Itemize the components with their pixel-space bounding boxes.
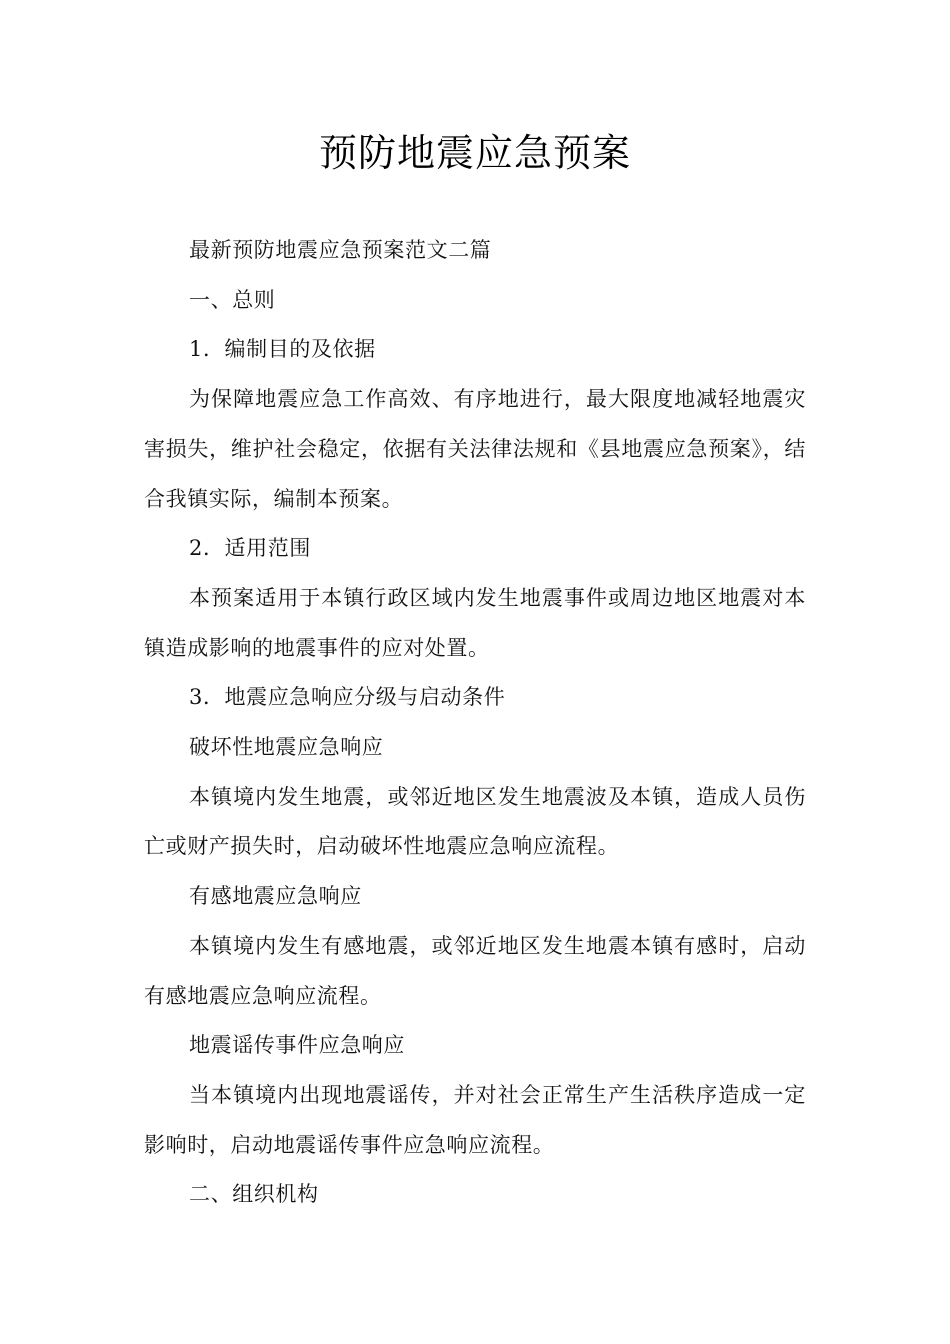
item-heading-destructive: 破坏性地震应急响应 bbox=[189, 735, 384, 760]
subsection-heading-scope: 2．适用范围 bbox=[189, 536, 311, 561]
body-paragraph-felt: 本镇境内发生有感地震，或邻近地区发生地震本镇有感时，启动有感地震应急响应流程。 bbox=[144, 933, 806, 1008]
body-paragraph-rumor: 当本镇境内出现地震谣传，并对社会正常生产生活秩序造成一定影响时，启动地震谣传事件应急响应流程。 bbox=[144, 1082, 806, 1157]
subtitle-paragraph: 最新预防地震应急预案范文二篇 bbox=[189, 238, 492, 262]
document-body bbox=[144, 226, 806, 1220]
subsection-heading-response-levels: 3．地震应急响应分级与启动条件 bbox=[189, 685, 506, 710]
body-paragraph-scope: 本预案适用于本镇行政区域内发生地震事件或周边地区地震对本镇造成影响的地震事件的应对处置。 bbox=[144, 585, 806, 660]
item-heading-rumor: 地震谣传事件应急响应 bbox=[189, 1033, 405, 1058]
subsection-heading-purpose: 1．编制目的及依据 bbox=[189, 337, 376, 362]
body-paragraph-destructive: 本镇境内发生地震，或邻近地区发生地震波及本镇，造成人员伤亡或财产损失时，启动破坏性地震应急响应流程。 bbox=[144, 784, 806, 859]
body-paragraph-purpose: 为保障地震应急工作高效、有序地进行，最大限度地减轻地震灾害损失，维护社会稳定，依据有关法律法规和《县地震应急预案》，结合我镇实际，编制本预案。 bbox=[144, 387, 806, 511]
document-title: 预防地震应急预案 bbox=[318, 131, 631, 175]
item-heading-felt: 有感地震应急响应 bbox=[189, 884, 362, 909]
section-heading-general: 一、总则 bbox=[189, 287, 276, 312]
section-heading-organization: 二、组织机构 bbox=[189, 1182, 319, 1207]
